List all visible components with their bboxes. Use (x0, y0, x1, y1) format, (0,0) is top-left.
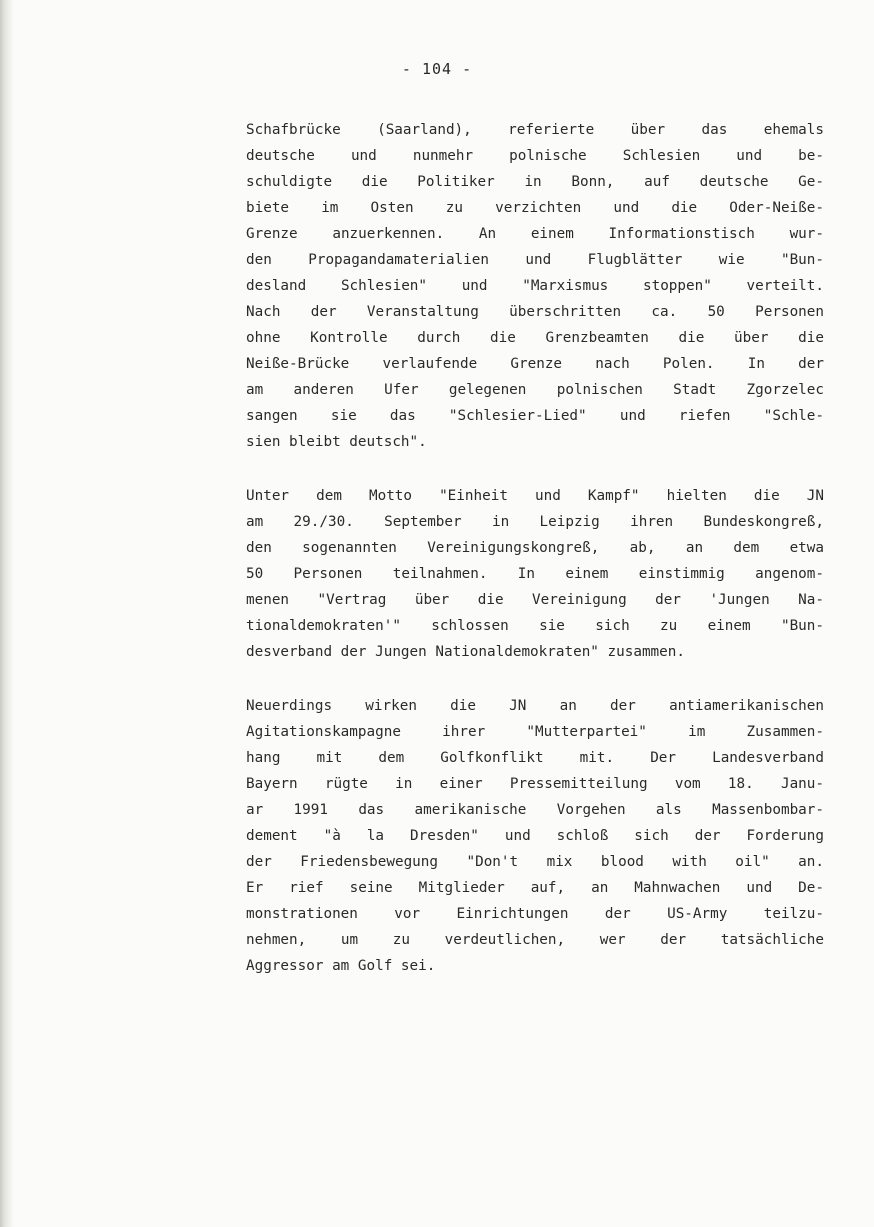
text-line: Neiße-Brücke verlaufende Grenze nach Polen. In der (246, 356, 824, 372)
text-line: menen "Vertrag über die Vereinigung der 'Jungen Na- (246, 592, 824, 608)
text-line: schuldigte die Politiker in Bonn, auf deutsche Ge- (246, 174, 824, 190)
text-line: sangen sie das "Schlesier-Lied" und riefen "Schle- (246, 408, 824, 424)
text-line: den sogenannten Vereinigungskongreß, ab, an dem etwa (246, 540, 824, 556)
text-line: sien bleibt deutsch". (246, 434, 427, 450)
paragraph-2 (246, 483, 824, 665)
scan-edge-shadow (0, 0, 14, 1227)
paragraph-1 (246, 117, 824, 455)
text-line: ar 1991 das amerikanische Vorgehen als Massenbombar- (246, 802, 824, 818)
text-line: desland Schlesien" und "Marxismus stoppen" verteilt. (246, 278, 824, 294)
text-line: biete im Osten zu verzichten und die Oder-Neiße- (246, 200, 824, 216)
document-body (246, 117, 824, 1007)
text-line: Agitationskampagne ihrer "Mutterpartei" im Zusammen- (246, 724, 824, 740)
text-line: Schafbrücke (Saarland), referierte über das ehemals (246, 122, 824, 138)
text-line: den Propagandamaterialien und Flugblätter wie "Bun- (246, 252, 824, 268)
text-line: desverband der Jungen Nationaldemokraten" zusammen. (246, 644, 685, 660)
text-line: Nach der Veranstaltung überschritten ca. 50 Personen (246, 304, 824, 320)
text-line: Aggressor am Golf sei. (246, 958, 436, 974)
text-line: tionaldemokraten'" schlossen sie sich zu einem "Bun- (246, 618, 824, 634)
text-line: ohne Kontrolle durch die Grenzbeamten die über die (246, 330, 824, 346)
text-line: monstrationen vor Einrichtungen der US-Army teilzu- (246, 906, 824, 922)
text-line: Bayern rügte in einer Pressemitteilung vom 18. Janu- (246, 776, 824, 792)
text-line: Grenze anzuerkennen. An einem Informationstisch wur- (246, 226, 824, 242)
paragraph-3 (246, 693, 824, 979)
text-line: 50 Personen teilnahmen. In einem einstimmig angenom- (246, 566, 824, 582)
text-line: hang mit dem Golfkonflikt mit. Der Landesverband (246, 750, 824, 766)
text-line: am anderen Ufer gelegenen polnischen Stadt Zgorzelec (246, 382, 824, 398)
text-line: deutsche und nunmehr polnische Schlesien und be- (246, 148, 824, 164)
text-line: dement "à la Dresden" und schloß sich der Forderung (246, 828, 824, 844)
text-line: nehmen, um zu verdeutlichen, wer der tatsächliche (246, 932, 824, 948)
text-line: Neuerdings wirken die JN an der antiamerikanischen (246, 698, 824, 714)
text-line: am 29./30. September in Leipzig ihren Bundeskongreß, (246, 514, 824, 530)
text-line: der Friedensbewegung "Don't mix blood with oil" an. (246, 854, 824, 870)
text-line: Er rief seine Mitglieder auf, an Mahnwachen und De- (246, 880, 824, 896)
text-line: Unter dem Motto "Einheit und Kampf" hielten die JN (246, 488, 824, 504)
page-number: - 104 - (401, 60, 473, 78)
